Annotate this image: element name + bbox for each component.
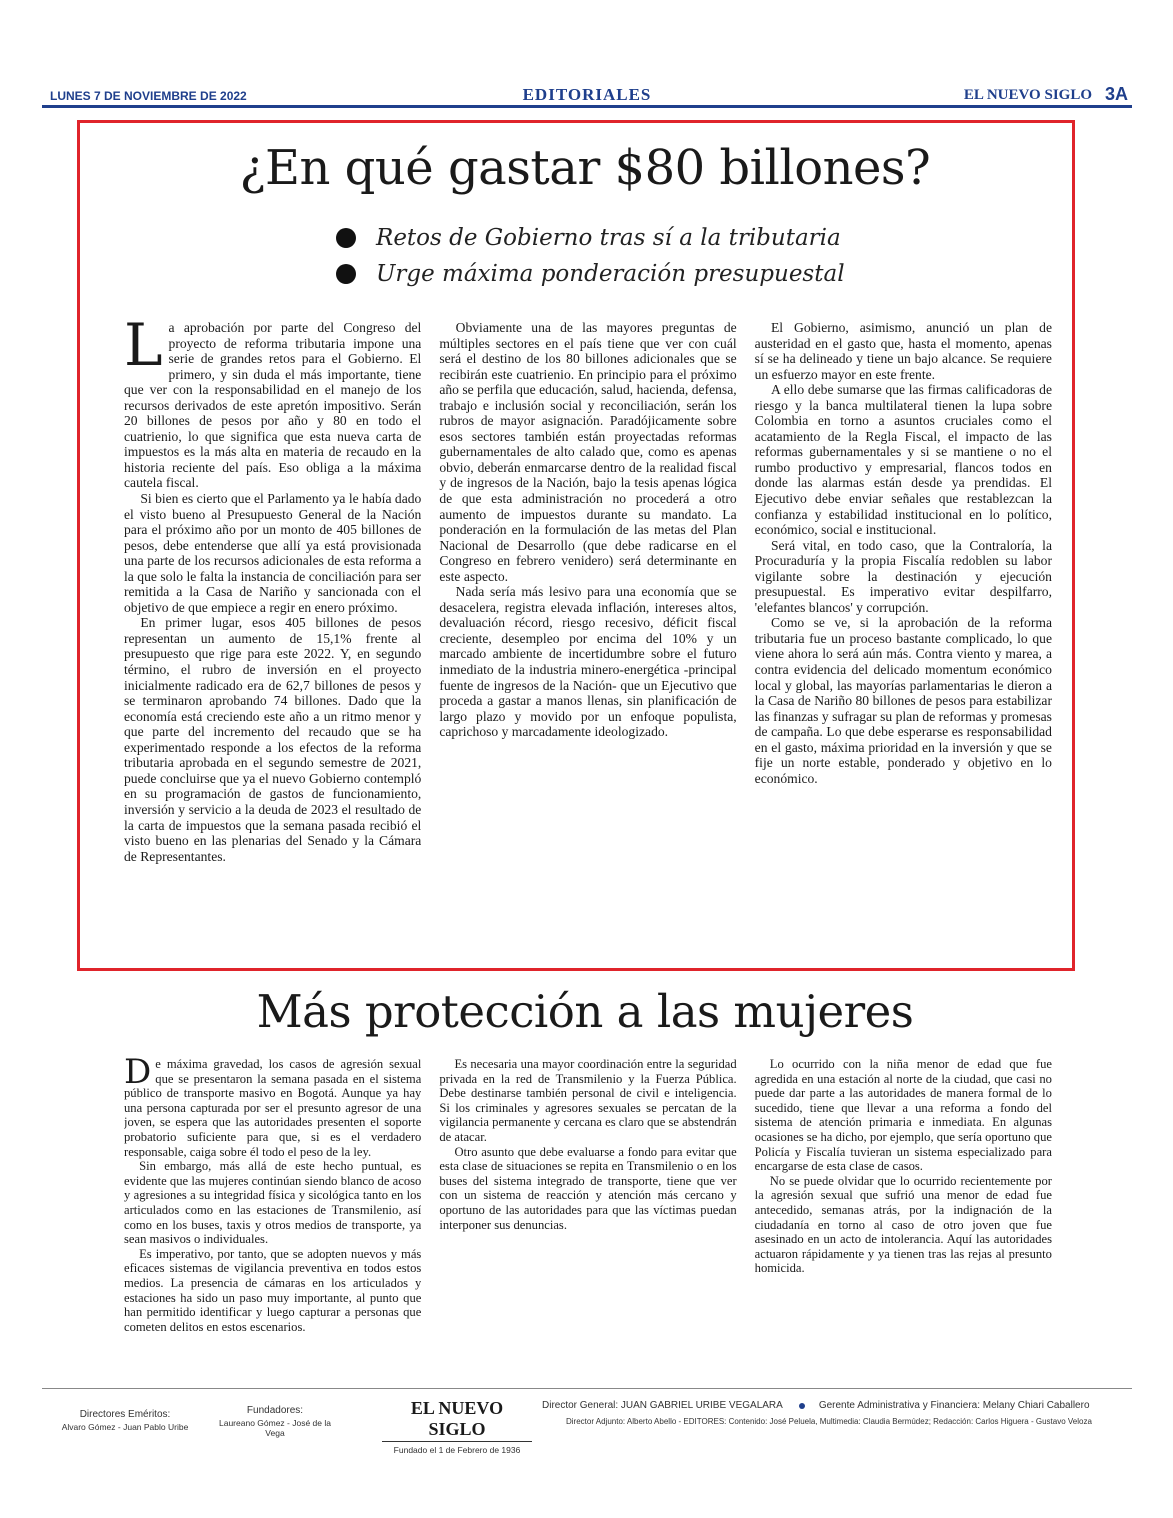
text-column [755, 320, 1052, 945]
director-general: Director General: JUAN GABRIEL URIBE VEGALARA [542, 1400, 783, 1411]
editorial-2-body [124, 1057, 1052, 1357]
paragraph: Es necesaria una mayor coordinación entre la seguridad privada en la red de Transmilenio y la Fuerza Pública. Debe destinarse también personal de civil e inteligencia. Si los criminales y agresores sexuales se percatan de la vigilancia permanente y cercana es claro que se abstendrán de atacar. [439, 1057, 737, 1144]
masthead-footer [42, 1388, 1132, 1455]
paragraph: Si bien es cierto que el Parlamento ya le había dado el visto bueno al Presupuesto General de la Nación para el próximo año por un monto de 405 billones de pesos, debe entenderse que allí ya está provisionada una parte de los recursos adicionales de esta reforma a la que solo le falta la instancia de conciliación para ser remitida a la Casa de Nariño y sancionada con el objetivo de que empiece a regir en enero próximo. [124, 491, 422, 615]
editorial-2-title: Más protección a las mujeres [256, 985, 914, 1038]
footer-logo-text: EL NUEVO SIGLO [382, 1398, 532, 1442]
text-column [755, 1057, 1052, 1357]
section-title: EDITORIALES [522, 85, 652, 104]
bullet-item [336, 256, 896, 292]
paragraph: El Gobierno, asimismo, anunció un plan de austeridad en el gasto que, hasta el momento, apenas sí se ha delineado y tiene un bajo alcance. Se requiere un esfuerzo mayor en este frente. [754, 320, 1052, 382]
paragraph [124, 1057, 421, 1159]
paragraph: Es imperativo, por tanto, que se adopten nuevos y más eficaces sistemas de vigilancia preventiva en todos estos medios. La presencia de cámaras en los articulados y estaciones ha sido un paso muy importante, al punto que han permitido identificar y luego capturar a personas que cometen delitos en estos escenarios. [124, 1246, 422, 1334]
fundadores [210, 1405, 340, 1438]
gerente: Gerente Administrativa y Financiera: Melany Chiari Caballero [818, 1400, 1090, 1411]
text-column [439, 320, 736, 945]
paragraph: Sin embargo, más allá de este hecho puntual, es evidente que las mujeres continúan siendo blanco de acoso y agresiones a su integridad física y sicológica tanto en los articulados como en las estaciones de Transmilenio, así como en los buses, taxis y otros medios de transporte, ya sean masivos o individuales. [124, 1159, 422, 1247]
newspaper-brand: EL NUEVO SIGLO [963, 87, 1092, 103]
staff-credits [542, 1400, 1132, 1426]
paragraph: Obviamente una de las mayores preguntas de múltiples sectores en el país tiene que ver con cuál será el destino de los 80 billones adicionales que se recibirán este cuatrienio. En principio para el próximo año se perfila que educación, salud, hacienda, defensa, trabajo e inclusión social y reconciliación, serán los rubros de mayor asignación. Paradójicamente sobre esos sectores también están proyectadas reformas gubernamentales de alto calado que, como es apenas obvio, deberán enmarcarse dentro de la realidad fiscal y de ingresos de la Nación, bajo la tesis apenas lógica de que esta administración no procederá a otro aumento de impuestos durante su mandato. La ponderación en la formulación de las metas del Plan Nacional de Desarrollo (que debe radicarse en el Congreso en febrero venidero) será determinante en este aspecto. [439, 320, 737, 584]
bullet-dot-icon [336, 228, 356, 248]
paragraph: Otro asunto que debe evaluarse a fondo para evitar que esta clase de situaciones se repita en Transmilenio o en los buses del sistema integrado de transporte, tiene que ver con un sistema de reacción y atención más cercano y oportuno de las autoridades para que las víctimas puedan interponer sus denuncias. [439, 1144, 737, 1232]
text-column [124, 320, 421, 945]
founded-date: Fundado el 1 de Febrero de 1936 [393, 1445, 521, 1455]
paragraph-text: e máxima gravedad, los casos de agresión sexual que se presentaron la semana pasada en el sistema público de transporte masivo en Bogotá. Aunque ya hay una persona capturada por ser el presunto agresor de una joven, se espera que las autoridades presenten el soporte probatorio suficiente para que, si es el verdadero responsable, caiga sobre él todo el peso de la ley. [124, 1057, 422, 1159]
bullet-dot-icon [336, 264, 356, 284]
separator-dot-icon [799, 1403, 805, 1409]
paragraph-text: a aprobación por parte del Congreso del proyecto de reforma tributaria impone una serie de grandes retos para el Gobierno. El primero, y sin duda el más importante, tiene que ver con la responsabilidad en el manejo de los recursos derivados de este apretón impositivo. Serán 20 billones de pesos por año y 80 en todo el cuatrienio, lo que significa que esta nueva carta de impuestos es la más alta en materia de recaudo en la historia reciente del país. Eso obliga a la máxima cautela fiscal. [124, 320, 422, 491]
bullet-item [336, 220, 896, 256]
paragraph: Lo ocurrido con la niña menor de edad que fue agredida en una estación al norte de la ciudad, que casi no puede dar parte a las autoridades de manera formal de lo sucedido, tiene que llevar a una reforma a fondo del sistema de atención primaria e inmediata. En algunas ocasiones se ha dicho, por ejemplo, que sería oportuno que Policía y Fiscalía tuvieran un sistema especializado para encargarse de esta clase de casos. [754, 1057, 1052, 1174]
fundadores-label: Fundadores: [246, 1405, 304, 1416]
paragraph: A ello debe sumarse que las firmas calificadoras de riesgo y la banca multilateral tienen la lupa sobre Colombia en torno a asuntos cruciales como el acatamiento de la Regla Fiscal, el impacto de las reformas gubernamentales y si se mantiene o no el rumbo productivo y empresarial, flancos todos en donde las alarmas están desde ya prendidas. El Ejecutivo debe enviar señales que restablezcan la confianza y estabilidad institucional en lo político, económico, social e institucional. [754, 382, 1052, 538]
page-header [42, 84, 1132, 108]
paragraph: Nada sería más lesivo para una economía que se desacelera, registra elevada inflación, intereses altos, devaluación récord, riesgo recesivo, déficit fiscal creciente, desempleo por encima del 10% y un marcado ambiente de incertidumbre sobre el futuro inmediato de la industria minero-energética -principal fuente de ingresos de la Nación- que un Ejecutivo que proceda a gastar a manos llenas, sin planificación de largo plazo y movido por un enfoque populista, caprichoso y marcadamente ideologizado. [439, 584, 737, 740]
paragraph: No se puede olvidar que lo ocurrido recientemente por la agresión sexual que sufrió una menor de edad fue antecedido, semanas atrás, por la indignación de la ciudadanía en torno al caso de otro joven que fue asesinado en un acto de intolerancia. Aquí las autoridades actuaron rápidamente y ya tienen tras las rejas al presunto homicida. [754, 1173, 1052, 1276]
editorial-1-title: ¿En qué gastar $80 billones? [239, 140, 931, 196]
bullet-text: Retos de Gobierno tras sí a la tributaria [376, 225, 841, 251]
fundadores-names: Laureano Gómez - José de la Vega [219, 1418, 331, 1438]
page-number: 3A [1104, 84, 1128, 104]
paragraph: En primer lugar, esos 405 billones de pesos representan un aumento de 15,1% frente al presupuesto que rige para este 2022. Y, en segundo término, el rubro de inversión en el proyecto inicialmente radicado era de 62,7 billones de pesos y se terminaron aprobando 74 billones. Dado que la economía está creciendo este año a un ritmo menor y que parte del incremento del recaudo que se ha experimentado responde a los efectos de la reforma tributaria aprobada en el segundo semestre de 2021, puede concluirse que ya el nuevo Gobierno contempló en su programación de gastos de funcionamiento, inversión y servicio a la deuda de 2023 el resultado de la carta de impuestos que la semana pasada recibió el visto bueno en las plenarias del Senado y la Cámara de Representantes. [124, 615, 422, 864]
bullet-text: Urge máxima ponderación presupuestal [376, 261, 845, 287]
footer-logo [382, 1398, 532, 1455]
drop-cap: D [124, 1057, 152, 1092]
text-column [439, 1057, 736, 1357]
directores-emeritos-label: Directores Eméritos: [79, 1409, 171, 1420]
directores-emeritos-names: Alvaro Gómez - Juan Pablo Uribe [61, 1422, 189, 1432]
paragraph: Será vital, en todo caso, que la Contraloría, la Procuraduría y la propia Fiscalía redoblen su labor vigilante sobre la destinación y ejecución presupuestal. Es imperativo evitar despilfarro, 'elefantes blancos' y corrupción. [754, 537, 1052, 615]
directores-emeritos [50, 1409, 200, 1432]
paragraph: Como se ve, si la aprobación de la reforma tributaria fue un proceso bastante complicado, lo que viene ahora lo será aún más. Contra viento y marea, a contra evidencia del delicado momentum económico local y global, las mayorías parlamentarias le dieron a la Casa de Nariño 80 billones de pesos para estabilizar las finanzas y sufragar su plan de reformas y promesas de campaña. Lo que debe esperarse es responsabilidad en el gasto, máxima prioridad en la inversión y que se fije un norte estable, ponderado y objetivo en lo económico. [754, 615, 1052, 786]
text-column [124, 1057, 421, 1357]
staff-row-main [542, 1400, 1132, 1411]
paragraph [124, 320, 421, 491]
editorial-1-body [124, 320, 1052, 945]
header-date: LUNES 7 DE NOVIEMBRE DE 2022 [50, 89, 247, 103]
staff-row-editors: Director Adjunto: Alberto Abello - EDITORES: Contenido: José Peluela, Multimedia: Claudia Bermúdez; Redacción: Carlos Higuera - Gustavo Veloza [566, 1417, 1092, 1426]
drop-cap: L [124, 320, 163, 379]
editorial-1-bullets [336, 220, 896, 292]
